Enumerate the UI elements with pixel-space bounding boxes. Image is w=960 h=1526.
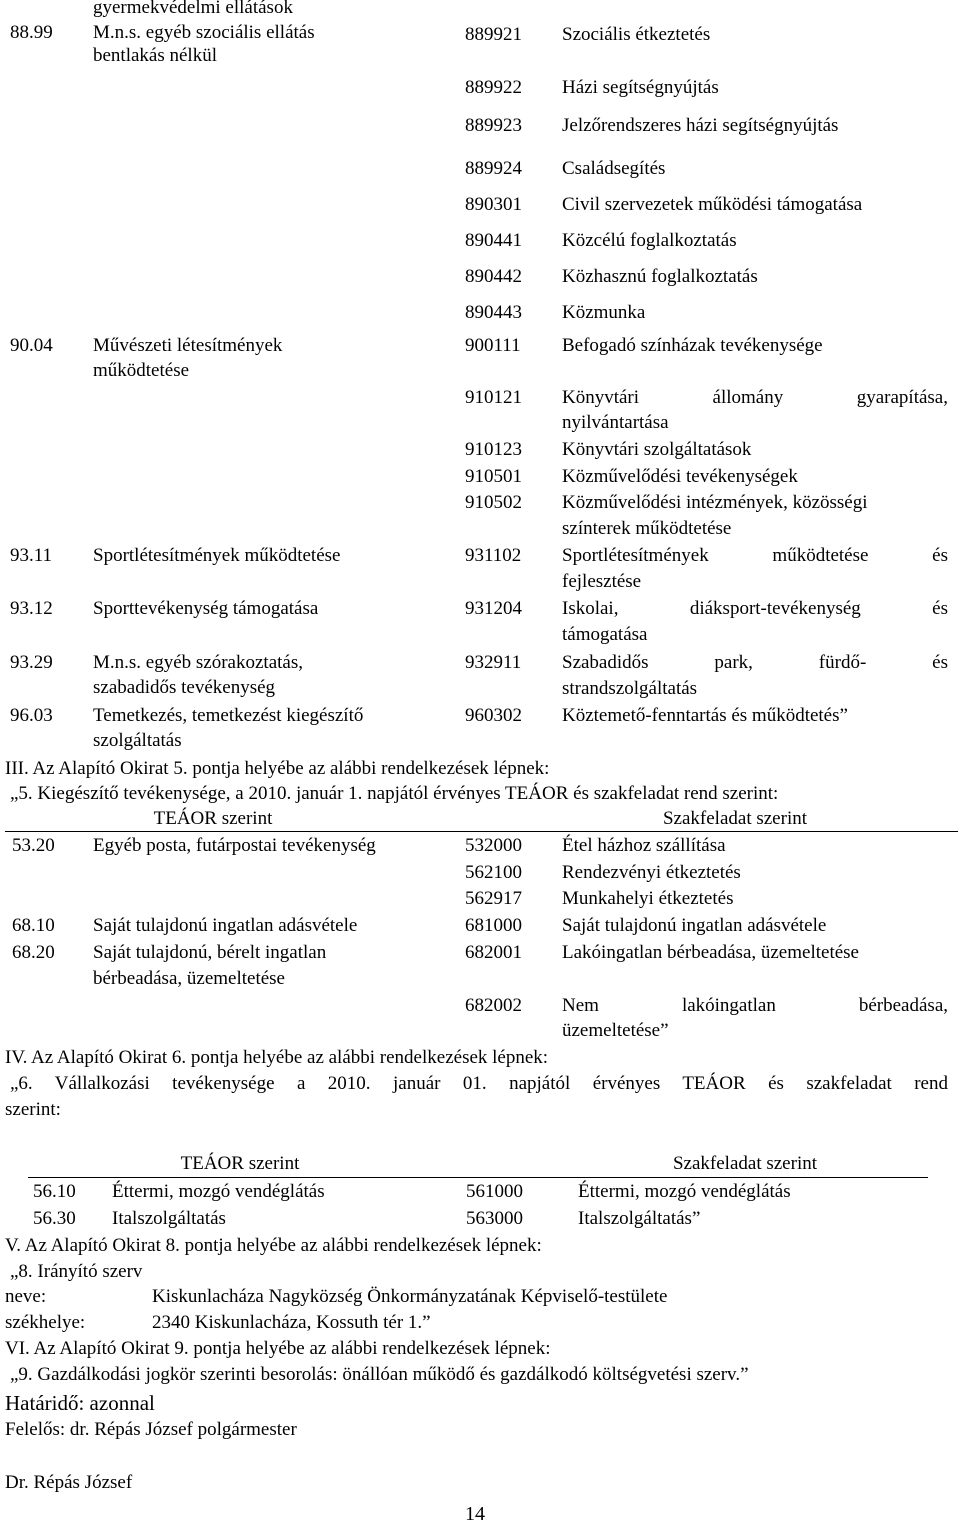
szakfeladat-code: 561000 <box>466 1181 523 1202</box>
szakfeladat-text: Étel házhoz szállítása <box>562 835 726 856</box>
teaor-code: 93.12 <box>10 598 53 619</box>
teaor-description: M.n.s. egyéb szórakoztatás, <box>93 652 303 673</box>
field-value-name: Kiskunlacháza Nagyközség Önkormányzatának Képviselő-testülete <box>152 1286 668 1307</box>
teaor-description: bentlakás nélkül <box>93 45 217 66</box>
szakfeladat-text: Munkahelyi étkeztetés <box>562 888 734 909</box>
szakfeladat-text: Családsegítés <box>562 158 666 179</box>
page-number: 14 <box>465 1503 485 1525</box>
szakfeladat-code: 900111 <box>465 335 521 356</box>
teaor-description: Italszolgáltatás <box>112 1208 226 1229</box>
teaor-code: 96.03 <box>10 705 53 726</box>
szakfeladat-text-cont: támogatása <box>562 624 648 645</box>
teaor-code: 53.20 <box>12 835 55 856</box>
szakfeladat-text: Házi segítségnyújtás <box>562 77 719 98</box>
section-heading: IV. Az Alapító Okirat 6. pontja helyébe az alábbi rendelkezések lépnek: <box>5 1047 549 1068</box>
szakfeladat-code: 910123 <box>465 439 522 460</box>
szakfeladat-code: 890443 <box>465 302 522 323</box>
section-subheading: „8. Irányító szerv <box>10 1261 143 1282</box>
szakfeladat-text: Köztemető-fenntartás és működtetés” <box>562 705 848 726</box>
szakfeladat-text: Szabadidős park, fürdő- és <box>562 652 948 673</box>
szakfeladat-text-cont: színterek működtetése <box>562 518 732 539</box>
teaor-description: szolgáltatás <box>93 730 182 751</box>
teaor-description: Sporttevékenység támogatása <box>93 598 319 619</box>
szakfeladat-code: 889924 <box>465 158 522 179</box>
szakfeladat-code: 910121 <box>465 387 522 408</box>
field-label-name: neve: <box>5 1286 47 1307</box>
szakfeladat-text: Könyvtári állomány gyarapítása, <box>562 387 948 408</box>
table-rule <box>5 831 958 832</box>
szakfeladat-text: Közmunka <box>562 302 646 323</box>
teaor-description: Saját tulajdonú ingatlan adásvétele <box>93 915 358 936</box>
teaor-description: bérbeadása, üzemeltetése <box>93 968 285 989</box>
szakfeladat-text: Közművelődési tevékenységek <box>562 466 798 487</box>
table1-fragment-text: gyermekvédelmi ellátások <box>93 0 293 18</box>
deadline: Határidő: azonnal <box>5 1391 155 1415</box>
teaor-code: 90.04 <box>10 335 53 356</box>
szakfeladat-text: Lakóingatlan bérbeadása, üzemeltetése <box>562 942 859 963</box>
teaor-description: szabadidős tevékenység <box>93 677 276 698</box>
field-value-seat: 2340 Kiskunlacháza, Kossuth tér 1.” <box>152 1312 431 1333</box>
signature: Dr. Répás József <box>5 1472 133 1493</box>
szakfeladat-text: Civil szervezetek működési támogatása <box>562 194 863 215</box>
teaor-code: 88.99 <box>10 22 53 43</box>
szakfeladat-text-cont: nyilvántartása <box>562 412 669 433</box>
szakfeladat-text: Közhasznú foglalkoztatás <box>562 266 758 287</box>
section-heading: VI. Az Alapító Okirat 9. pontja helyébe az alábbi rendelkezések lépnek: <box>5 1338 551 1359</box>
teaor-description: Egyéb posta, futárpostai tevékenység <box>93 835 376 856</box>
teaor-description: M.n.s. egyéb szociális ellátás <box>93 22 315 43</box>
szakfeladat-code: 910501 <box>465 466 522 487</box>
teaor-code: 68.20 <box>12 942 55 963</box>
table-rule <box>28 1177 928 1178</box>
teaor-description: Sportlétesítmények működtetése <box>93 545 341 566</box>
szakfeladat-text-cont: fejlesztése <box>562 571 642 592</box>
section-subheading: „6. Vállalkozási tevékenysége a 2010. január 01. napjától érvényes TEÁOR és szakfeladat rend <box>10 1073 948 1094</box>
szakfeladat-text: Rendezvényi étkeztetés <box>562 862 741 883</box>
teaor-description: működtetése <box>93 360 190 381</box>
szakfeladat-code: 890301 <box>465 194 522 215</box>
column-header-szakfeladat: Szakfeladat szerint <box>662 808 807 829</box>
column-header-szakfeladat: Szakfeladat szerint <box>672 1153 817 1174</box>
teaor-description: Temetkezés, temetkezést kiegészítő <box>93 705 364 726</box>
szakfeladat-code: 910502 <box>465 492 522 513</box>
teaor-code: 56.10 <box>33 1181 76 1202</box>
column-header-teaor: TEÁOR szerint <box>153 808 273 829</box>
section-subheading-cont: szerint: <box>5 1099 61 1120</box>
responsible: Felelős: dr. Répás József polgármester <box>5 1419 297 1440</box>
teaor-description: Éttermi, mozgó vendéglátás <box>112 1181 325 1202</box>
szakfeladat-text: Éttermi, mozgó vendéglátás <box>578 1181 791 1202</box>
szakfeladat-code: 682001 <box>465 942 522 963</box>
szakfeladat-text: Közművelődési intézmények, közösségi <box>562 492 868 513</box>
szakfeladat-code: 960302 <box>465 705 522 726</box>
szakfeladat-text: Italszolgáltatás” <box>578 1208 701 1229</box>
teaor-code: 68.10 <box>12 915 55 936</box>
szakfeladat-text: Befogadó színházak tevékenysége <box>562 335 823 356</box>
field-label-seat: székhelye: <box>5 1312 86 1333</box>
szakfeladat-text: Jelzőrendszeres házi segítségnyújtás <box>562 115 839 136</box>
section-subheading: „5. Kiegészítő tevékenysége, a 2010. január 1. napjától érvényes TEÁOR és szakfeladat rend szerint: <box>10 783 779 804</box>
szakfeladat-code: 563000 <box>466 1208 523 1229</box>
szakfeladat-code: 681000 <box>465 915 522 936</box>
szakfeladat-code: 562917 <box>465 888 522 909</box>
szakfeladat-code: 889921 <box>465 24 522 45</box>
szakfeladat-code: 562100 <box>465 862 522 883</box>
teaor-code: 93.11 <box>10 545 53 566</box>
teaor-description: Művészeti létesítmények <box>93 335 283 356</box>
szakfeladat-code: 682002 <box>465 995 522 1016</box>
szakfeladat-code: 889922 <box>465 77 522 98</box>
szakfeladat-text: Könyvtári szolgáltatások <box>562 439 752 460</box>
szakfeladat-text-cont: üzemeltetése” <box>562 1020 669 1041</box>
teaor-description: Saját tulajdonú, bérelt ingatlan <box>93 942 327 963</box>
szakfeladat-text: Közcélú foglalkoztatás <box>562 230 737 251</box>
szakfeladat-code: 890442 <box>465 266 522 287</box>
szakfeladat-code: 532000 <box>465 835 522 856</box>
szakfeladat-code: 890441 <box>465 230 522 251</box>
szakfeladat-text: Szociális étkeztetés <box>562 24 711 45</box>
teaor-code: 93.29 <box>10 652 53 673</box>
szakfeladat-text: Saját tulajdonú ingatlan adásvétele <box>562 915 827 936</box>
section-heading: V. Az Alapító Okirat 8. pontja helyébe az alábbi rendelkezések lépnek: <box>5 1235 542 1256</box>
szakfeladat-text: Sportlétesítmények működtetése és <box>562 545 948 566</box>
szakfeladat-text: Nem lakóingatlan bérbeadása, <box>562 995 948 1016</box>
szakfeladat-text-cont: strandszolgáltatás <box>562 678 698 699</box>
szakfeladat-text: Iskolai, diáksport-tevékenység és <box>562 598 948 619</box>
szakfeladat-code: 889923 <box>465 115 522 136</box>
szakfeladat-code: 931204 <box>465 598 522 619</box>
column-header-teaor: TEÁOR szerint <box>180 1153 300 1174</box>
szakfeladat-code: 931102 <box>465 545 522 566</box>
teaor-code: 56.30 <box>33 1208 76 1229</box>
section-text: „9. Gazdálkodási jogkör szerinti besorolás: önállóan működő és gazdálkodó költségvetési szerv.” <box>10 1364 749 1385</box>
section-heading: III. Az Alapító Okirat 5. pontja helyébe az alábbi rendelkezések lépnek: <box>5 758 550 779</box>
szakfeladat-code: 932911 <box>465 652 522 673</box>
